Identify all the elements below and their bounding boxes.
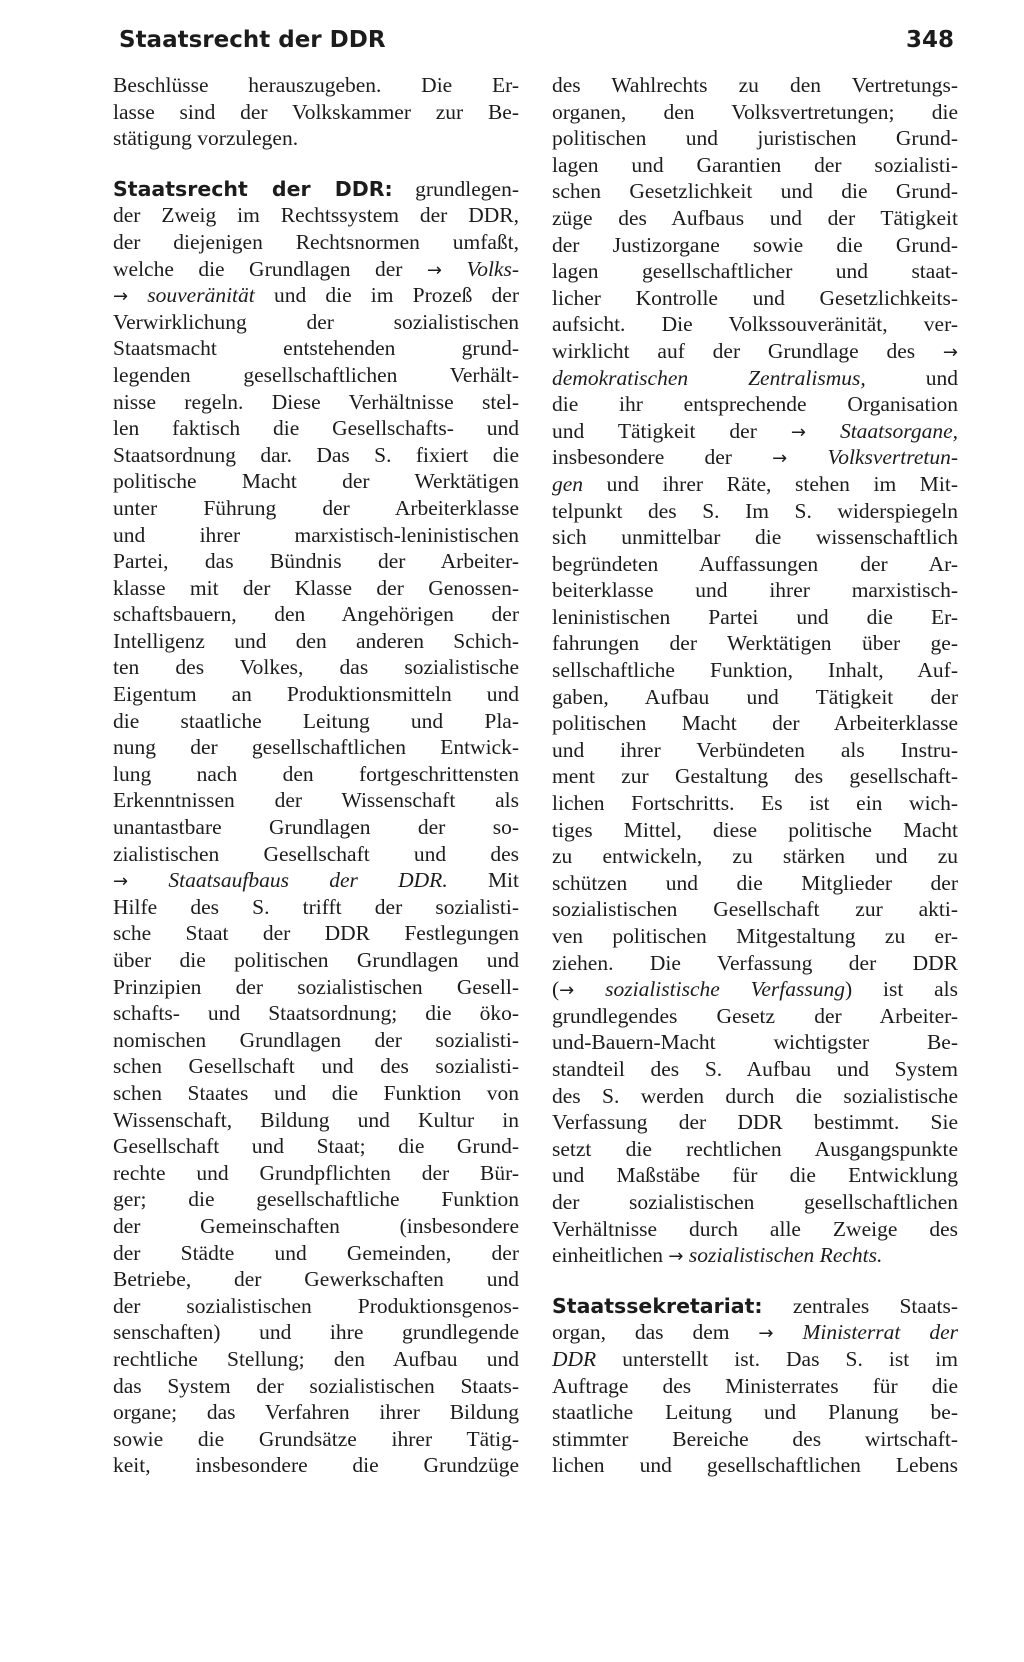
text-line: telpunkt des S. Im S. widerspiegeln: [552, 498, 958, 523]
text-line: welche die Grundlagen der → Volks-: [113, 256, 519, 281]
text-line: ziehen. Die Verfassung der DDR: [552, 950, 958, 975]
text-line: Verhältnisse durch alle Zweige des: [552, 1216, 958, 1241]
text-line: standteil des S. Aufbau und System: [552, 1056, 958, 1081]
entry-first-line: Staatssekretariat: zentrales Staats-: [552, 1293, 958, 1318]
text-line: begründeten Auffassungen der Ar-: [552, 551, 958, 576]
text-line: Wissenschaft, Bildung und Kultur in: [113, 1107, 519, 1132]
text-line: politische Macht der Werktätigen: [113, 469, 519, 494]
text-line: des Wahlrechts zu den Vertretungs-: [552, 73, 958, 97]
text-line: Staatsmacht entstehenden grund-: [113, 336, 519, 361]
entry-headword: Staatsrecht der DDR:: [113, 176, 393, 201]
cross-reference-arrow: →: [942, 341, 958, 363]
text-line: das System der sozialistischen Staats-: [113, 1373, 519, 1398]
text-line: lasse sind der Volkskammer zur Be-: [113, 99, 519, 124]
text-line: (→ sozialistische Verfassung) ist als: [552, 977, 959, 1002]
text-line: über die politischen Grundlagen und: [113, 948, 519, 972]
text-line: politischen und juristischen Grund-: [552, 126, 958, 151]
text-line: klasse mit der Klasse der Genossen-: [113, 575, 519, 600]
text-line: → souveränität und die im Prozeß der: [113, 283, 519, 308]
entry-first-line: Staatsrecht der DDR: grundlegen-: [113, 176, 519, 201]
text-line: Auftrage des Ministerrates für die: [552, 1373, 958, 1398]
cross-reference: Ministerrat der: [802, 1320, 958, 1345]
cross-reference: sozialistischen Rechts.: [688, 1243, 883, 1268]
right-column: [552, 72, 958, 1479]
text-line: lichen Fortschritts. Es ist ein wich-: [552, 791, 958, 816]
cross-reference: DDR: [552, 1346, 597, 1371]
text-line: demokratischen Zentralismus, und: [552, 365, 958, 390]
text-line: Intelligenz und den anderen Schich-: [113, 628, 519, 653]
text-line: senschaften) und ihre grundlegende: [113, 1320, 519, 1345]
text-line: Gesellschaft und Staat; die Grund-: [113, 1134, 519, 1159]
text-line: sich unmittelbar die wissenschaftlich: [552, 525, 958, 550]
text-line: zu entwickeln, zu stärken und zu: [552, 844, 958, 869]
text-line: die ihr entsprechende Organisation: [552, 392, 958, 417]
cross-reference-arrow: →: [113, 871, 129, 893]
text-line: ten des Volkes, das sozialistische: [113, 655, 519, 680]
text-line: Erkenntnissen der Wissenschaft als: [113, 788, 519, 813]
left-column: [113, 72, 519, 1479]
cross-reference-arrow: →: [758, 1323, 774, 1345]
text-line: Prinzipien der sozialistischen Gesell-: [113, 974, 519, 999]
text-line: fahrungen der Werktätigen über ge-: [552, 631, 958, 656]
cross-reference: Staatsorgane,: [839, 418, 958, 443]
text-line: len faktisch die Gesellschafts- und: [113, 416, 519, 441]
text-line: Staatsordnung dar. Das S. fixiert die: [113, 442, 519, 467]
text-line: einheitlichen → sozialistischen Rechts.: [552, 1243, 883, 1268]
text-line: der Städte und Gemeinden, der: [113, 1240, 519, 1265]
text-line: schützen und die Mitglieder der: [552, 870, 958, 895]
text-line: rechtliche Stellung; den Aufbau und: [113, 1346, 519, 1371]
text-line: licher Kontrolle und Gesetzlichkeits-: [552, 285, 958, 310]
cross-reference-arrow: →: [559, 980, 575, 1002]
text-line: beiterklasse und ihrer marxistisch-: [552, 578, 958, 603]
text-line: ven politischen Mitgestaltung zu er-: [552, 924, 958, 948]
text-line: und-Bauern-Macht wichtigster Be-: [552, 1030, 958, 1055]
cross-reference: sozialistische Verfassung: [605, 977, 845, 1002]
text-line: der diejenigen Rechtsnormen umfaßt,: [113, 229, 519, 254]
text-line: und ihrer Verbündeten als Instru-: [552, 737, 958, 762]
running-head-title: Staatsrecht der DDR: [119, 27, 386, 53]
text-line: stätigung vorzulegen.: [113, 126, 299, 151]
text-line: staatliche Leitung und Planung be-: [552, 1400, 958, 1425]
text-line: → Staatsaufbaus der DDR. Mit: [113, 868, 520, 893]
text-line: aufsicht. Die Volkssouveränität, ver-: [552, 312, 958, 337]
text-line: gaben, Aufbau und Tätigkeit der: [552, 684, 958, 709]
cross-reference: Staatsaufbaus der DDR.: [168, 868, 448, 893]
text-line: der sozialistischen Produktionsgenos-: [113, 1293, 519, 1318]
text-line: schafts- und Staatsordnung; die öko-: [113, 1001, 519, 1026]
text-line: sowie die Grundsätze ihrer Tätig-: [113, 1426, 519, 1451]
text-line: leninistischen Partei und die Er-: [552, 604, 958, 629]
text-line: schen Gesetzlichkeit und die Grund-: [552, 179, 958, 204]
text-line: schaftsbauern, den Angehörigen der: [113, 602, 519, 627]
text-line: der Justizorgane sowie die Grund-: [552, 232, 958, 257]
text-line: nomischen Grundlagen der sozialisti-: [113, 1027, 519, 1052]
text-line: ment zur Gestaltung des gesellschaft-: [552, 764, 958, 789]
running-head: [119, 20, 954, 60]
text-line: insbesondere der → Volksvertretun-: [552, 445, 958, 470]
text-line: setzt die rechtlichen Ausgangspunkte: [552, 1136, 958, 1161]
text-line: politischen Macht der Arbeiterklasse: [552, 711, 958, 736]
text-line: Eigentum an Produktionsmitteln und: [113, 682, 519, 707]
text-line: stimmter Bereiche des wirtschaft-: [552, 1426, 958, 1451]
entry-spacer: [552, 1269, 958, 1293]
text-line: Verwirklichung der sozialistischen: [113, 309, 519, 334]
text-line: gen und ihrer Räte, stehen im Mit-: [552, 471, 958, 496]
text-line: sche Staat der DDR Festlegungen: [113, 921, 519, 946]
text-line: unter Führung der Arbeiterklasse: [113, 495, 519, 520]
cross-reference-arrow: →: [668, 1246, 684, 1268]
page-number: 348: [905, 27, 954, 53]
text-line: keit, insbesondere die Grundzüge: [113, 1453, 519, 1478]
text-line: Betriebe, der Gewerkschaften und: [113, 1267, 519, 1292]
cross-reference: gen: [552, 471, 584, 496]
cross-reference: Volksvertretun-: [827, 445, 958, 470]
cross-reference-arrow: →: [426, 259, 442, 281]
text-line: ger; die gesellschaftliche Funktion: [113, 1187, 519, 1212]
text-line: sozialistischen Gesellschaft zur akti-: [552, 897, 958, 922]
text-line: der sozialistischen gesellschaftlichen: [552, 1189, 958, 1214]
text-line: lung nach den fortgeschrittensten: [113, 761, 519, 786]
text-line: Beschlüsse herauszugeben. Die Er-: [113, 73, 519, 97]
cross-reference-arrow: →: [790, 421, 806, 443]
text-line: wirklicht auf der Grundlage des →: [552, 338, 958, 363]
text-line: organen, den Volksvertretungen; die: [552, 99, 958, 124]
text-line: DDR unterstellt ist. Das S. ist im: [552, 1346, 958, 1371]
text-line: unantastbare Grundlagen der so-: [113, 815, 519, 840]
cross-reference: Volks-: [466, 256, 519, 281]
text-line: organ, das dem → Ministerrat der: [552, 1320, 958, 1345]
text-line: und ihrer marxistisch-leninistischen: [113, 522, 519, 547]
text-line: und Tätigkeit der → Staatsorgane,: [552, 418, 958, 443]
text-line: legenden gesellschaftlichen Verhält-: [113, 362, 519, 387]
text-line: Hilfe des S. trifft der sozialisti-: [113, 894, 519, 919]
cross-reference: souveränität: [147, 283, 255, 308]
cross-reference-arrow: →: [772, 448, 788, 470]
text-line: Verfassung der DDR bestimmt. Sie: [552, 1110, 958, 1135]
text-line: lichen und gesellschaftlichen Lebens: [552, 1453, 958, 1478]
text-line: der Gemeinschaften (insbesondere: [113, 1213, 519, 1238]
text-line: lagen gesellschaftlicher und staat-: [552, 259, 958, 284]
text-line: rechte und Grundpflichten der Bür-: [113, 1160, 519, 1185]
text-line: schen Staates und die Funktion von: [113, 1080, 519, 1105]
text-line: nisse regeln. Diese Verhältnisse stel-: [113, 389, 519, 414]
text-line: zialistischen Gesellschaft und des: [113, 841, 519, 866]
text-line: die staatliche Leitung und Pla-: [113, 708, 519, 733]
text-line: nung der gesellschaftlichen Entwick-: [113, 735, 519, 760]
text-line: züge des Aufbaus und der Tätigkeit: [552, 205, 958, 230]
entry-spacer: [113, 152, 519, 176]
entry-headword: Staatssekretariat:: [552, 1293, 763, 1318]
text-line: schen Gesellschaft und des sozialisti-: [113, 1054, 519, 1079]
cross-reference-arrow: →: [113, 286, 129, 308]
cross-reference: demokratischen Zentralismus,: [552, 365, 866, 390]
text-line: Partei, das Bündnis der Arbeiter-: [113, 549, 519, 574]
text-line: grundlegendes Gesetz der Arbeiter-: [552, 1003, 958, 1028]
text-line: organe; das Verfahren ihrer Bildung: [113, 1400, 519, 1425]
text-line: tiges Mittel, diese politische Macht: [552, 817, 958, 842]
text-line: lagen und Garantien der sozialisti-: [552, 152, 958, 177]
text-line: sellschaftliche Funktion, Inhalt, Auf-: [552, 658, 958, 683]
text-line: des S. werden durch die sozialistische: [552, 1083, 958, 1108]
text-line: der Zweig im Rechtssystem der DDR,: [113, 203, 519, 228]
text-line: und Maßstäbe für die Entwicklung: [552, 1163, 958, 1188]
